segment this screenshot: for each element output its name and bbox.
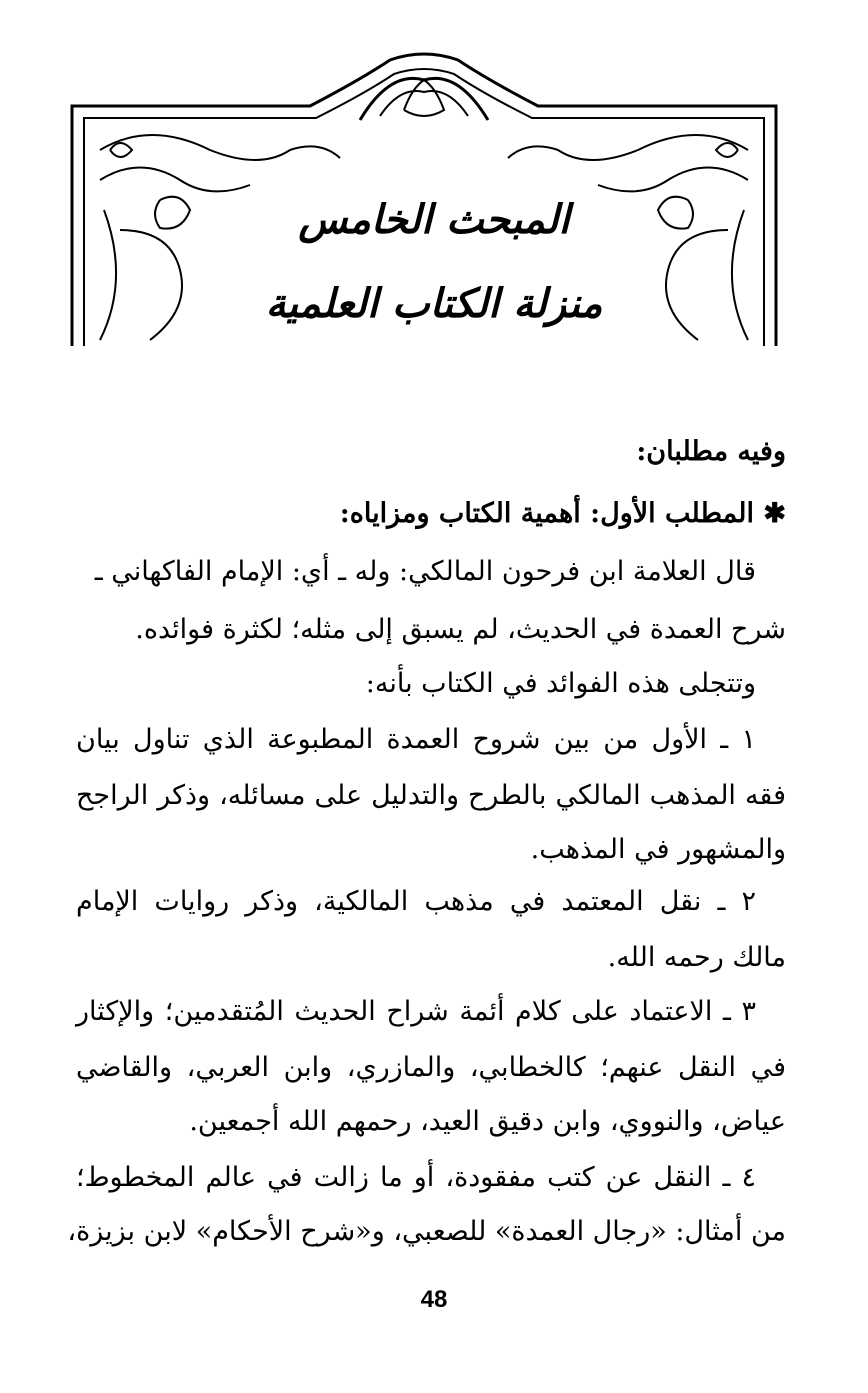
intro-line: وفيه مطلبان: [636, 436, 786, 467]
paragraph-line: ١ ـ الأول من بين شروح العمدة المطبوعة الذي تناول بيان [76, 724, 756, 755]
chapter-number-heading: المبحث الخامس [298, 196, 570, 243]
paragraph-line: وتتجلى هذه الفوائد في الكتاب بأنه: [365, 668, 756, 699]
paragraph-line: عياض، والنووي، وابن دقيق العيد، رحمهم الله أجمعين. [189, 1106, 786, 1137]
paragraph-line: ٣ ـ الاعتماد على كلام أئمة شراح الحديث المُتقدمين؛ والإكثار [76, 996, 756, 1027]
paragraph-line: من أمثال: «رجال العمدة» للصعبي، و«شرح الأحكام» لابن بزيزة، [67, 1216, 786, 1247]
chapter-title-heading: منزلة الكتاب العلمية [265, 280, 603, 327]
section-heading-text: المطلب الأول: أهمية الكتاب ومزاياه: [339, 498, 754, 529]
bullet-star-icon: ✱ [763, 498, 786, 529]
paragraph-line: ٤ ـ النقل عن كتب مفقودة، أو ما زالت في عالم المخطوط؛ [76, 1162, 756, 1193]
section-heading [76, 494, 786, 534]
page-number: 48 [420, 1286, 448, 1313]
paragraph-line: شرح العمدة في الحديث، لم يسبق إلى مثله؛ لكثرة فوائده. [135, 614, 786, 645]
paragraph-line: فقه المذهب المالكي بالطرح والتدليل على مسائله، وذكر الراجح [76, 780, 786, 811]
paragraph-line: ٢ ـ نقل المعتمد في مذهب المالكية، وذكر روايات الإمام [76, 886, 756, 917]
paragraph-line: مالك رحمه الله. [607, 942, 786, 973]
paragraph-line: قال العلامة ابن فرحون المالكي: وله ـ أي: الإمام الفاكهاني ـ [94, 556, 756, 587]
paragraph-line: في النقل عنهم؛ كالخطابي، والمازري، وابن العربي، والقاضي [76, 1052, 786, 1083]
paragraph-line: والمشهور في المذهب. [530, 834, 786, 865]
